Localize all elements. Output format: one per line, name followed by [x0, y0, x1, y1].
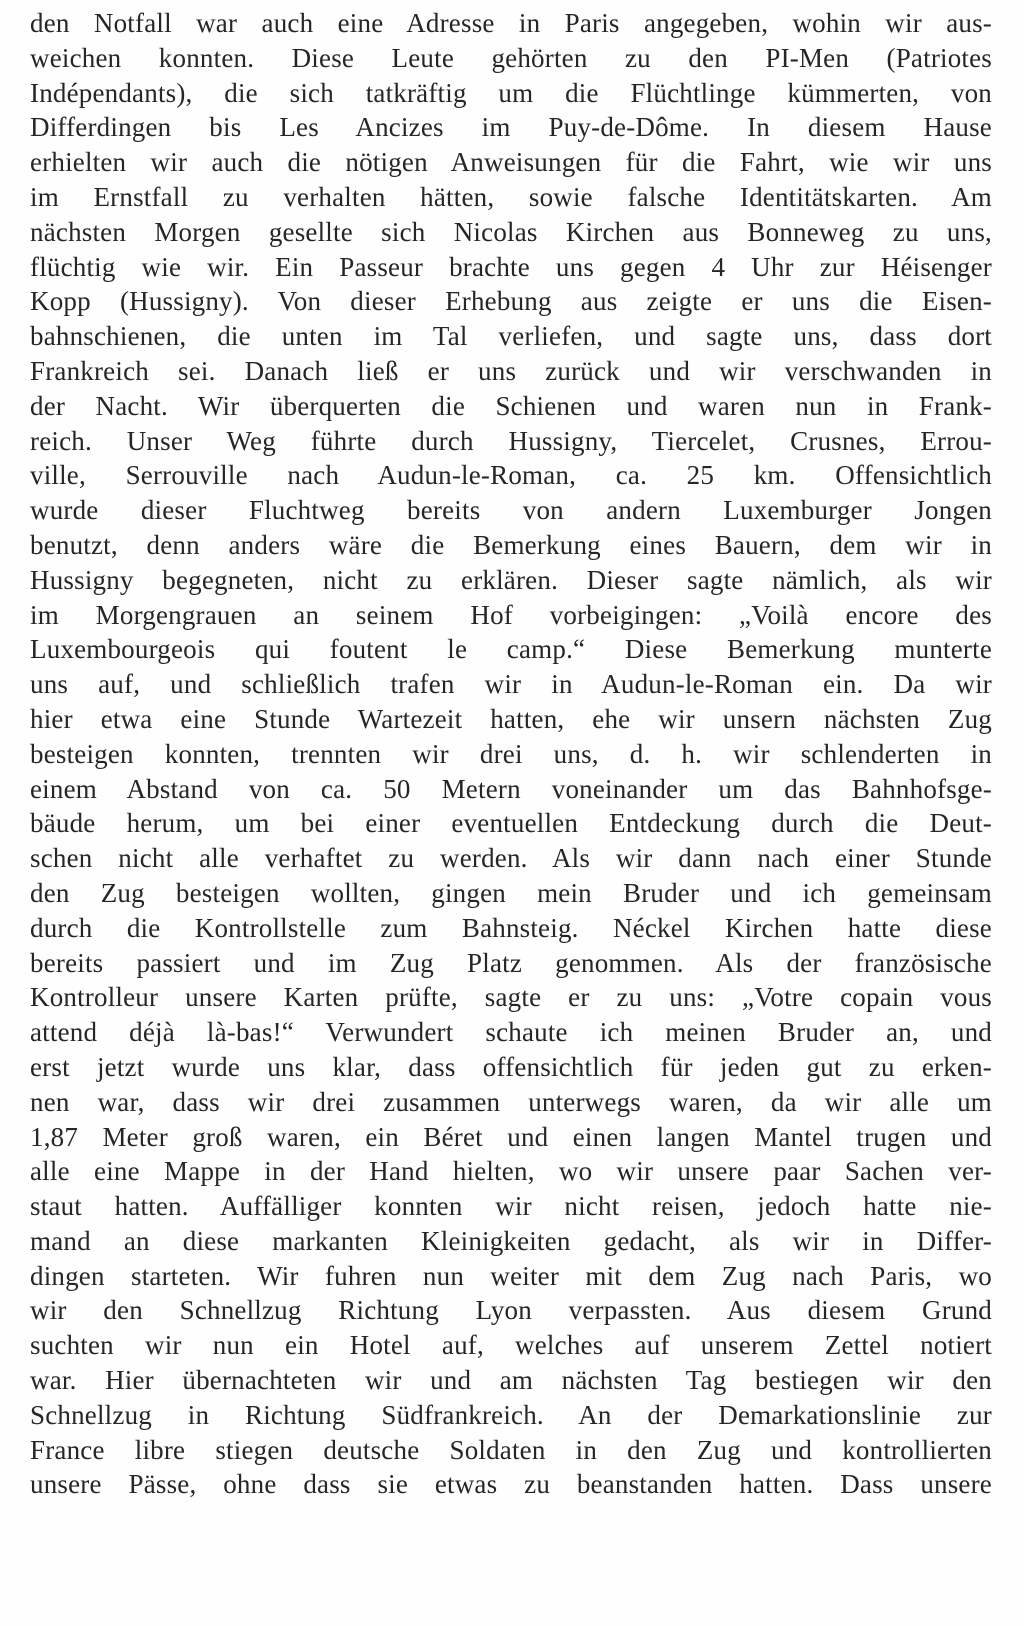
text-line: bahnschienen, die unten im Tal verliefen, und sagte uns, dass dort	[30, 321, 992, 352]
text-line: wurde dieser Fluchtweg bereits von andern Luxemburger Jongen	[30, 495, 992, 526]
text-line: mand an diese markanten Kleinigkeiten gedacht, als wir in Differ-	[30, 1225, 992, 1256]
text-line: flüchtig wie wir. Ein Passeur brachte uns gegen 4 Uhr zur Héisenger	[30, 251, 992, 282]
text-line: France libre stiegen deutsche Soldaten in den Zug und kontrollierten	[30, 1434, 992, 1465]
text-line: erhielten wir auch die nötigen Anweisungen für die Fahrt, wie wir uns	[30, 147, 992, 178]
text-line: alle eine Mappe in der Hand hielten, wo wir unsere paar Sachen ver-	[30, 1156, 992, 1187]
text-line: dingen starteten. Wir fuhren nun weiter mit dem Zug nach Paris, wo	[30, 1260, 992, 1291]
text-line: Luxembourgeois qui foutent le camp.“ Diese Bemerkung munterte	[30, 634, 992, 665]
text-line: erst jetzt wurde uns klar, dass offensichtlich für jeden gut zu erken-	[30, 1051, 992, 1082]
text-line: Frankreich sei. Danach ließ er uns zurück und wir verschwanden in	[30, 355, 992, 386]
text-line: der Nacht. Wir überquerten die Schienen und waren nun in Frank-	[30, 390, 992, 421]
text-line: Schnellzug in Richtung Südfrankreich. An der Demarkationslinie zur	[30, 1399, 992, 1430]
text-line: Kontrolleur unsere Karten prüfte, sagte er zu uns: „Votre copain vous	[30, 982, 992, 1013]
text-line: unsere Pässe, ohne dass sie etwas zu beanstanden hatten. Dass unsere	[30, 1469, 992, 1500]
text-line: den Notfall war auch eine Adresse in Paris angegeben, wohin wir aus-	[30, 8, 992, 38]
text-line: besteigen konnten, trennten wir drei uns, d. h. wir schlenderten in	[30, 738, 992, 769]
text-line: benutzt, denn anders wäre die Bemerkung eines Bauern, dem wir in	[30, 529, 992, 560]
text-line: Differdingen bis Les Ancizes im Puy-de-Dôme. In diesem Hause	[30, 112, 992, 143]
body-text	[30, 6, 992, 1502]
text-line: uns auf, und schließlich trafen wir in Audun-le-Roman ein. Da wir	[30, 669, 992, 700]
text-line: durch die Kontrollstelle zum Bahnsteig. Néckel Kirchen hatte diese	[30, 912, 992, 943]
text-line: einem Abstand von ca. 50 Metern voneinander um das Bahnhofsge-	[30, 773, 992, 804]
text-line: bereits passiert und im Zug Platz genommen. Als der französische	[30, 947, 992, 978]
text-line: den Zug besteigen wollten, gingen mein Bruder und ich gemeinsam	[30, 877, 992, 908]
text-line: Hussigny begegneten, nicht zu erklären. Dieser sagte nämlich, als wir	[30, 564, 992, 595]
text-line: nen war, dass wir drei zusammen unterwegs waren, da wir alle um	[30, 1086, 992, 1117]
text-line: ville, Serrouville nach Audun-le-Roman, ca. 25 km. Offensichtlich	[30, 460, 992, 491]
text-line: 1,87 Meter groß waren, ein Béret und einen langen Mantel trugen und	[30, 1121, 992, 1152]
text-line: wir den Schnellzug Richtung Lyon verpassten. Aus diesem Grund	[30, 1295, 992, 1326]
text-line: staut hatten. Auffälliger konnten wir nicht reisen, jedoch hatte nie-	[30, 1191, 992, 1222]
text-line: attend déjà là-bas!“ Verwundert schaute ich meinen Bruder an, und	[30, 1017, 992, 1048]
text-line: reich. Unser Weg führte durch Hussigny, Tiercelet, Crusnes, Errou-	[30, 425, 992, 456]
text-line: weichen konnten. Diese Leute gehörten zu den PI-Men (Patriotes	[30, 42, 992, 73]
text-line: Kopp (Hussigny). Von dieser Erhebung aus zeigte er uns die Eisen-	[30, 286, 992, 317]
text-line: hier etwa eine Stunde Wartezeit hatten, ehe wir unsern nächsten Zug	[30, 703, 992, 734]
text-line: im Ernstfall zu verhalten hätten, sowie falsche Identitätskarten. Am	[30, 181, 992, 212]
text-line: war. Hier übernachteten wir und am nächsten Tag bestiegen wir den	[30, 1365, 992, 1396]
text-line: suchten wir nun ein Hotel auf, welches auf unserem Zettel notiert	[30, 1330, 992, 1361]
text-line: im Morgengrauen an seinem Hof vorbeigingen: „Voilà encore des	[30, 599, 992, 630]
text-line: schen nicht alle verhaftet zu werden. Als wir dann nach einer Stunde	[30, 843, 992, 874]
text-line: Indépendants), die sich tatkräftig um die Flüchtlinge kümmerten, von	[30, 77, 992, 108]
text-line: nächsten Morgen gesellte sich Nicolas Kirchen aus Bonneweg zu uns,	[30, 216, 992, 247]
text-line: bäude herum, um bei einer eventuellen Entdeckung durch die Deut-	[30, 808, 992, 839]
